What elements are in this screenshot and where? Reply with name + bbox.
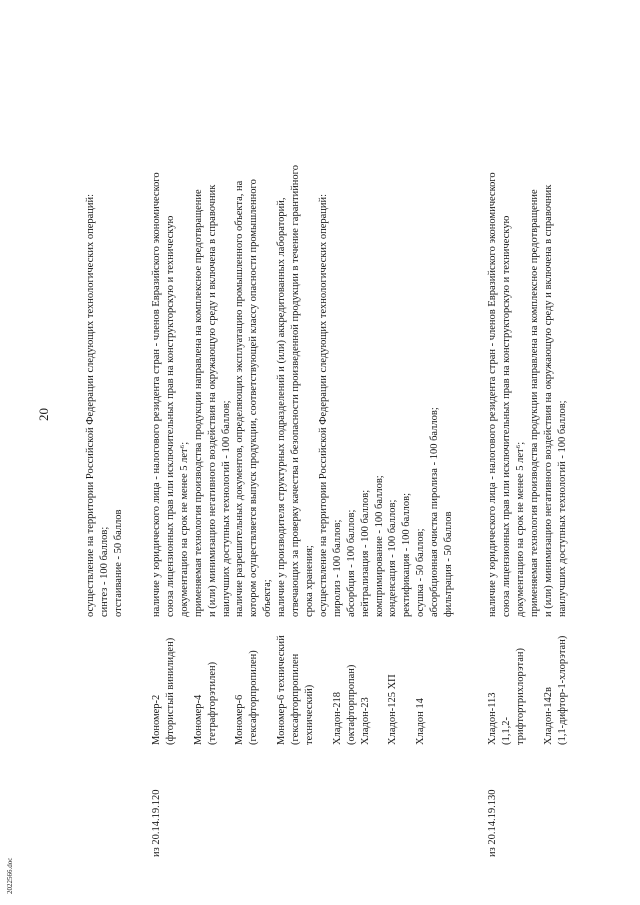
text-line: отстаивание - 50 баллов xyxy=(112,509,124,617)
product-name-line: Хладон-218 xyxy=(331,692,343,745)
requirement-line: срока хранения; xyxy=(303,545,315,617)
product-name-line: Хладон-142в xyxy=(542,687,554,745)
requirement-line: наличие у юридического лица - налогового резидента стран - членов Евразийского экономического xyxy=(151,172,162,617)
product-name-line: Мономер-4 xyxy=(192,694,204,745)
requirement-line: и (или) минимизацию негативного воздействия на окружающую среду и включена в справочник xyxy=(542,184,554,617)
requirement-line: нейтрализация - 100 баллов; xyxy=(359,489,371,617)
spacer xyxy=(261,601,275,745)
product-code: из 20.14.19.130 xyxy=(487,789,498,857)
product-name-line: (1,1,2- xyxy=(500,717,512,745)
product-name-line: (октафторпропан) xyxy=(345,664,357,745)
requirement-line: наилучших доступных технологий - 100 баллов; xyxy=(220,400,232,617)
product-requirements xyxy=(150,49,456,617)
product-names xyxy=(486,601,569,745)
requirement-line: документацию на срок не менее 5 лет⁶; xyxy=(178,441,190,617)
rotated-table xyxy=(84,45,624,857)
text-line: синтез - 100 баллов; xyxy=(98,526,110,617)
spacer xyxy=(372,601,386,745)
product-requirements xyxy=(486,49,569,617)
requirement-line: наилучших доступных технологий - 100 баллов; xyxy=(556,400,568,617)
document-id: 2022566.doc xyxy=(6,857,14,894)
requirement-line: союза лицензионных прав или исключительных прав на конструкторскую и техническую xyxy=(500,215,512,617)
product-name-line: Мономер-2 xyxy=(151,694,162,745)
product-name-line: Хладон-113 xyxy=(487,692,498,745)
spacer xyxy=(178,601,192,745)
requirement-line: абсорбционная очистка пиролиза - 100 баллов; xyxy=(429,407,441,617)
requirement-line: отвечающих за проверку качества и безопасности произведенной продукции в течение гарантийного xyxy=(290,165,302,617)
requirement-line: осуществление на территории Российской Федерации следующих технологических операций: xyxy=(317,193,329,617)
spacer xyxy=(528,601,542,745)
product-name-line: (гексафторпропилен xyxy=(290,653,302,745)
requirement-line: котором осуществляется выпуск продукции, соответствующей классу опасности промышленного xyxy=(248,179,260,617)
product-name-line: (1,1-дифтор-1-хлорэтан) xyxy=(556,635,568,745)
requirement-line: наличие у юридического лица - налогового резидента стран - членов Евразийского экономического xyxy=(487,172,498,617)
text-line: осуществление на территории Российской Федерации следующих технологических операций: xyxy=(85,193,96,617)
product-name-line: технический) xyxy=(303,684,315,745)
requirement-line: применяемая технология производства продукции направлена на комплексное предотвращение xyxy=(192,189,204,617)
product-name-line: (фтористый винилиден) xyxy=(164,637,176,745)
product-names xyxy=(150,601,428,745)
requirement-line: абсорбция - 100 баллов; xyxy=(345,509,357,617)
requirement-line: союза лицензионных прав или исключительных прав на конструкторскую и техническую xyxy=(164,215,176,617)
product-name-line: (гексафторпропилен) xyxy=(248,650,260,745)
continuation-requirements xyxy=(84,49,126,617)
requirement-line: осушка - 50 баллов; xyxy=(415,528,427,617)
product-name-line: (тетрафторэтилен) xyxy=(206,661,218,745)
requirement-line: ректификация - 100 баллов; xyxy=(401,493,413,617)
requirement-line: объекта; xyxy=(262,579,274,617)
product-name-line: Хладон 14 xyxy=(415,698,427,745)
requirement-line: конденсация - 100 баллов; xyxy=(387,499,399,617)
requirement-line: наличие разрешительных документов, определяющих эксплуатацию промышленного объекта, на xyxy=(234,180,246,617)
requirement-line: фильтрация - 50 баллов xyxy=(443,511,455,617)
spacer xyxy=(317,601,331,745)
product-name-line: Хладон-125 ХП xyxy=(387,674,399,745)
requirement-line: пиролиз - 100 баллов; xyxy=(331,519,343,617)
requirement-line: наличие у производителя структурных подразделений и (или) аккредитованных лабораторий, xyxy=(276,197,288,617)
requirement-line: и (или) минимизацию негативного воздействия на окружающую среду и включена в справочник xyxy=(206,184,218,617)
product-name-line: Мономер-6 технический xyxy=(276,635,288,745)
product-code: из 20.14.19.120 xyxy=(151,789,162,857)
requirement-line: документацию на срок не менее 5 лет⁶; xyxy=(514,441,526,617)
product-name-line: трифтортрихлорэтан) xyxy=(514,647,526,745)
spacer xyxy=(400,601,414,745)
product-name-line: Хладон-23 xyxy=(359,697,371,745)
product-name-line: Мономер-6 xyxy=(234,694,246,745)
requirement-line: компримирование - 100 баллов; xyxy=(373,475,385,617)
requirement-line: применяемая технология производства продукции направлена на комплексное предотвращение xyxy=(528,189,540,617)
spacer xyxy=(220,601,234,745)
page-number: 20 xyxy=(36,408,51,421)
